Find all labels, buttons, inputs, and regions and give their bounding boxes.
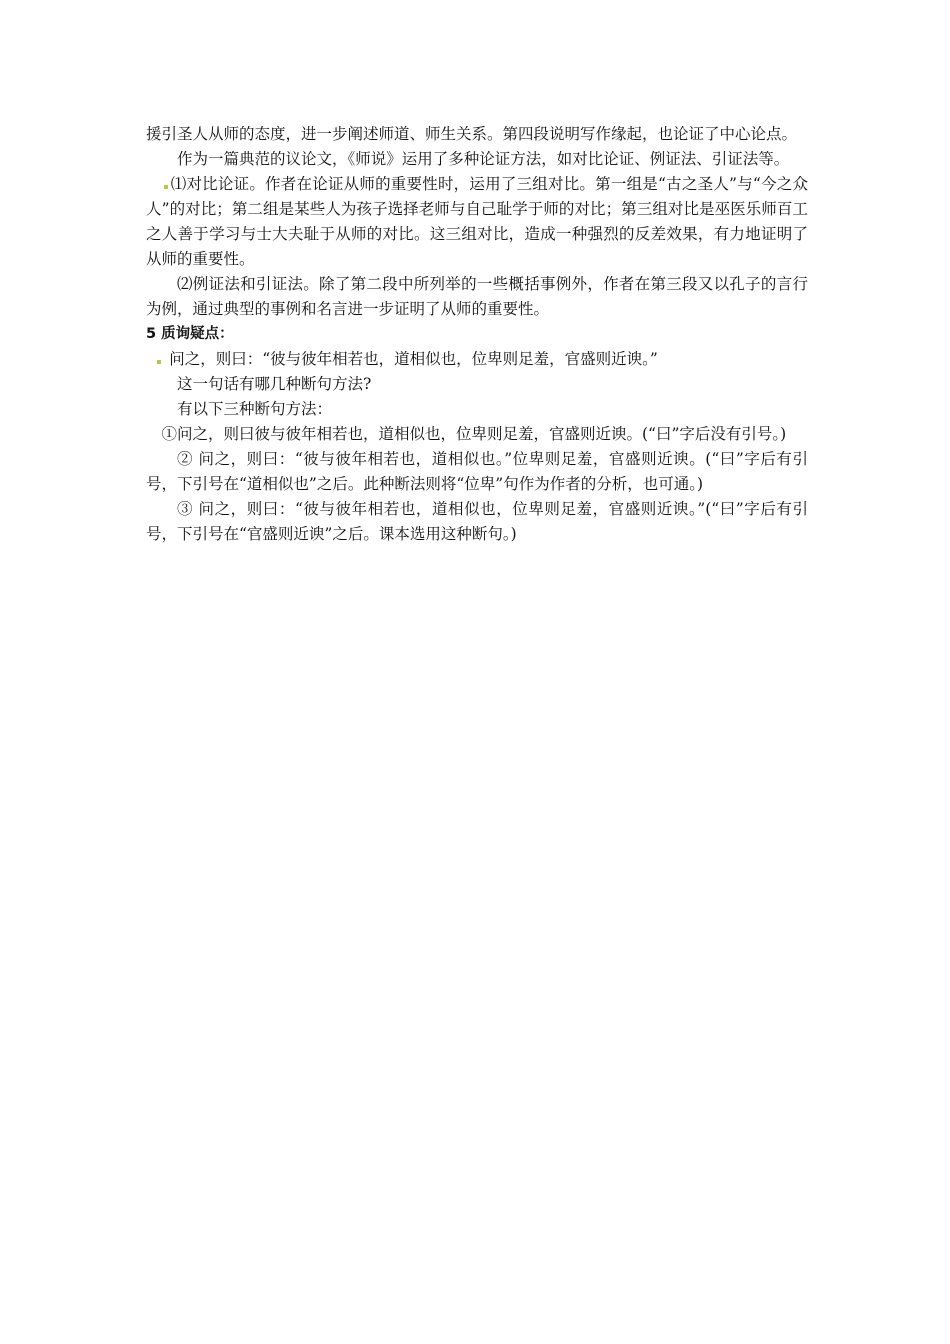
section-5-quote [146,347,808,372]
section-5-heading: 5 质询疑点： [146,326,234,342]
contrast-argument-text: ⑴对比论证。作者在论证从师的重要性时，运用了三组对比。第一组是“古之圣人”与“今之众人”的对比；第二组是某些人为孩子选择老师与自己耻学于师的对比；第三组对比是巫医乐师百工之人善于学习与士大夫耻于从师的对比。这三组对比，造成一种强烈的反差效果，有力地证明了从师的重要性。 [146,175,808,268]
bullet-mark-icon [164,185,168,189]
paragraph-contrast-argument [146,172,808,272]
section-5-question: 这一句话有哪几种断句方法? [177,375,372,393]
paragraph-example-citation: ⑵例证法和引证法。除了第二段中所列举的一些概括事例外，作者在第三段又以孔子的言行为例，通过典型的事例和名言进一步证明了从师的重要性。 [146,275,808,318]
bullet-mark-icon [157,360,161,364]
paragraph-structure-summary: 援引圣人从师的态度，进一步阐述师道、师生关系。第四段说明写作缘起，也论证了中心论点。 [146,125,798,143]
quote-text: 问之，则曰：“彼与彼年相若也，道相似也，位卑则足羞，官盛则近谀。” [169,350,658,368]
paragraph-argument-methods: 作为一篇典范的议论文，《师说》运用了多种论证方法，如对比论证、例证法、引证法等。 [177,150,790,168]
option-3: ③ 问之，则曰：“彼与彼年相若也，道相似也，位卑则足羞，官盛则近谀。”(“曰”字后有引号，下引号在“官盛则近谀”之后。课本选用这种断句。) [146,500,808,543]
option-1: ①问之，则曰彼与彼年相若也，道相似也，位卑则足羞，官盛则近谀。(“曰”字后没有引号。) [161,425,787,443]
section-5-intro: 有以下三种断句方法： [177,400,333,418]
document-page [146,122,808,547]
option-2: ② 问之，则曰：“彼与彼年相若也，道相似也。”位卑则足羞，官盛则近谀。(“曰”字后有引号，下引号在“道相似也”之后。此种断法则将“位卑”句作为作者的分析，也可通。) [146,450,808,493]
